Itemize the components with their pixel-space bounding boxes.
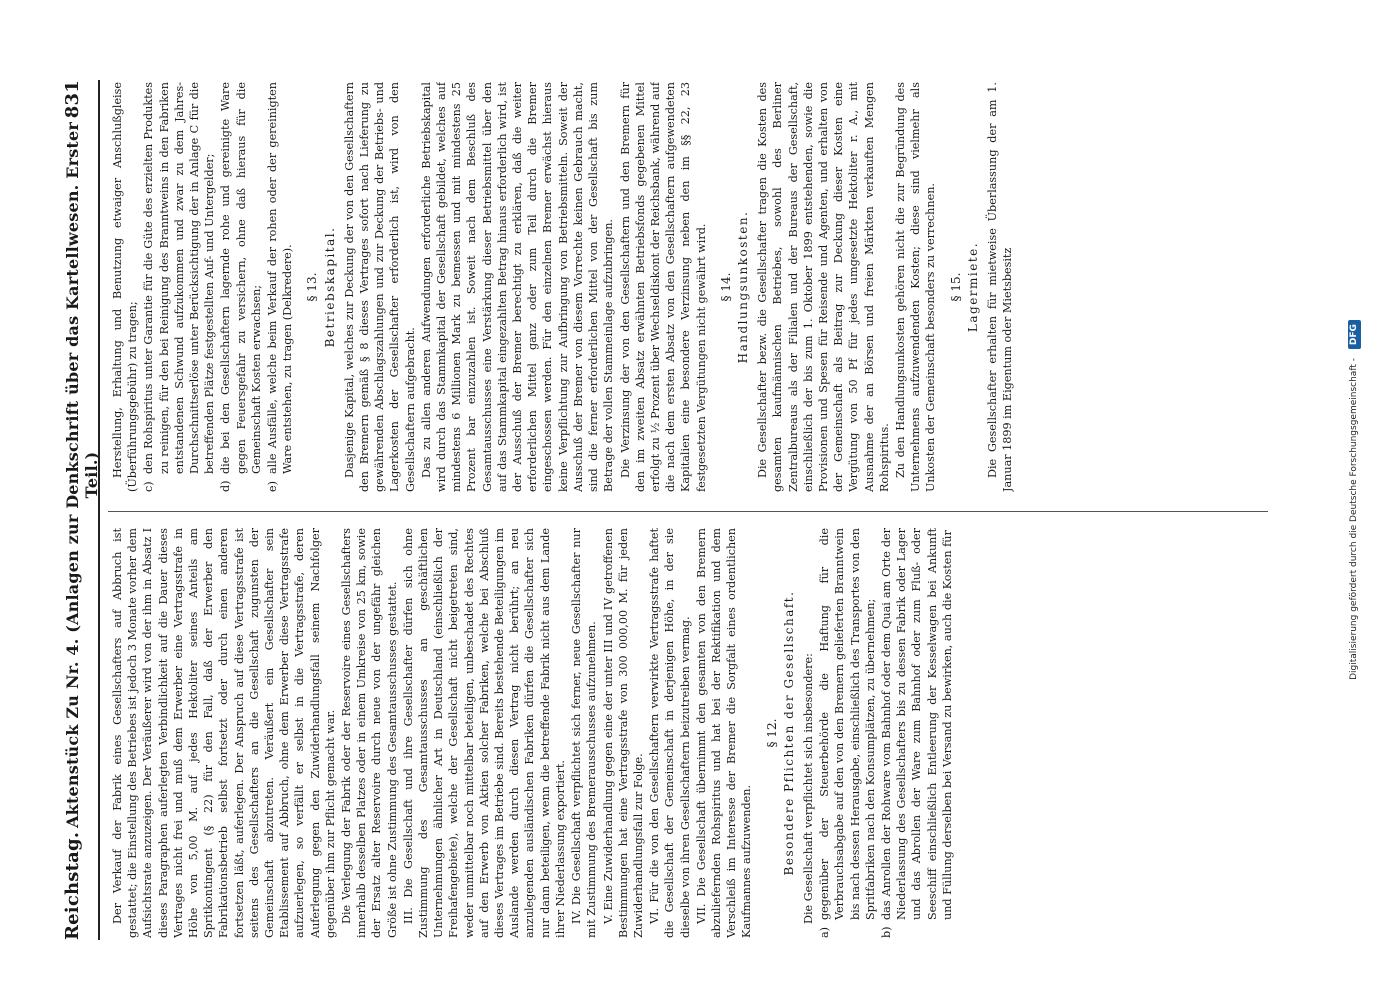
paragraph: Die Gesellschafter erhalten für mietweise Überlassung der am 1. Januar 1899 im Eigentum oder Mietsbesitz xyxy=(985,82,1015,492)
column-divider xyxy=(108,511,1268,512)
page-number: 831 xyxy=(62,80,83,119)
list-item-text: die bei den Gesellschaftern lagernde rohe und gereinigte Ware gegen Feuersgefahr zu versichern, ohne daß hieraus für die Gemeinschaft Kosten erwachsen; xyxy=(219,82,263,474)
list-marker: a) xyxy=(818,926,832,938)
text-column-left xyxy=(110,528,1260,938)
list-item xyxy=(879,528,955,938)
list-item-text: das Anrollen der Rohware vom Bahnhof oder dem Quai am Orte der Niederlassung des Gesellschafters bis zu dessen Fabrik oder Lager und das Abrollen der Ware zum Bahnhof oder zum Fluß- oder Seeschiff einschließlich Entleerung der Kesselwagen bei Ankunft und Füllung derselben bei Versand zu bewirken, auch die Kosten für xyxy=(879,528,954,920)
paragraph: Der Verkauf der Fabrik eines Gesellschafters auf Abbruch ist gestattet; die Einstellung des Betriebes ist jedoch 3 Monate vorher dem Aufsichtsrate anzuzeigen. Der Veräußerer wird von der ihm in Absatz I dieses Paragraphen auferlegten Verbindlichkeit auf die Dauer dieses Vertrages nicht frei und muß dem Erwerber eine Vertragsstrafe in Höhe von 5,00 M. auf jedes Hektoliter seines Anteils am Spritkontingent (§ 22) für den Fall, daß der Erwerber den Fabrikationsbetrieb selbst fortsetzt oder durch einen anderen fortsetzen läßt, auferlegen. Der Anspruch auf diese Vertragsstrafe ist seitens des Gesellschafters an die Gesellschaft zugunsten der Gemeinschaft abzutreten. Veräußert ein Gesellschafter sein Etablissement auf Abbruch, ohne dem Erwerber diese Vertragsstrafe aufzuerlegen, so verfällt er selbst in die Vertragsstrafe, deren Auferlegung gegen den Zuwiderhandlungsfall seinem Nachfolger gegenüber ihm zur Pflicht gemacht war. xyxy=(111,528,337,938)
list-marker: d) xyxy=(219,480,233,492)
paragraph: IV. Die Gesellschaft verpflichtet sich ferner, neue Gesellschafter nur mit Zustimmung des Bremerausschusses aufzunehmen. xyxy=(570,528,599,938)
paragraph: Zu den Handlungsunkosten gehören nicht die zur Begründung des Unternehmens aufzuwendenden Kosten; diese sind vielmehr als Unkosten der Gemeinschaft besonders zu verrechnen. xyxy=(893,82,938,492)
header-rule xyxy=(98,80,100,940)
section-number: § 13. xyxy=(305,272,320,302)
list-marker: b) xyxy=(879,926,893,938)
section-title: Handlungsunkosten. xyxy=(735,210,750,364)
paragraph: Die Verzinsung der von den Gesellschaftern und den Bremern für den im zweiten Absatz erwähnten Betriebsfonds gegebenen Mittel erfolgt zu ½ Prozent über Wechseldiskont der Reichsbank, während auf die nach dem ersten Absatz von den Gesellschaftern aufgewendeten Kapitalien eine besondere Verzinsung neben den im §§ 22, 23 festgesetzten Vergütungen nicht gewährt wird. xyxy=(618,82,708,492)
section-title: Besondere Pflichten der Gesellschaft. xyxy=(781,590,796,876)
digitization-credit xyxy=(1346,40,1362,960)
list-marker: e) xyxy=(266,481,280,492)
text-column-right xyxy=(110,82,1260,492)
section-title: Lagermiete. xyxy=(965,241,980,333)
paragraph: III. Die Gesellschaft und ihre Gesellschafter dürfen sich ohne Zustimmung des Gesamtausschusses an geschäftlichen Unternehmungen ähnlicher Art in Deutschland (einschließlich der Freihafengebiete), welche der Gesellschaft nicht beigetreten sind, weder unmittelbar noch mittelbar beteiligen, unbeschadet des Rechtes auf den Erwerb von Aktien solcher Fabriken, welche bei Abschluß dieses Vertrages im Betriebe sind. Bereits bestehende Beteiligungen im Auslande werden durch diesen Vertrag nicht berührt; an neu anzulegenden ausländischen Fabriken dürfen die Gesellschafter sich nur dann beteiligen, wenn die betreffende Fabrik nicht aus dem Lande ihrer Niederlassung exportiert. xyxy=(401,528,567,938)
paragraph: Dasjenige Kapital, welches zur Deckung der von den Gesellschaftern den Bremern gemäß § 8 dieses Vertrages sofort nach Lieferung zu gewährenden Abschlagszahlungen und zur Deckung der Betriebs- und Lagerkosten der Gesellschafter erforderlich ist, wird von den Gesellschaftern aufgebracht. xyxy=(342,82,417,492)
header-left: Reichstag. xyxy=(62,831,83,940)
list-item-text: den Rohspiritus unter Garantie für die Güte des erzielten Produktes zu reinigen, für den bei Reinigung des Branntweins in den Fabriken entstandenen Schwund aufzukommen und zwar zu dem Jahres-Durchschnittserlöse unter Berücksichtigung der in Anlage C für die betreffenden Plätze festgestellten Auf- und Untergelder; xyxy=(142,82,217,474)
list-item-text: alle Ausfälle, welche beim Verkauf der rohen oder der gereinigten Ware entstehen, zu tragen (Delkredere). xyxy=(266,82,295,474)
list-item xyxy=(218,82,264,492)
list-item xyxy=(817,528,878,938)
paragraph: Die Verlegung der Fabrik oder der Reservoire eines Gesellschafters innerhalb desselben Platzes oder in einem Umkreise von 25 km, sowie der Ersatz alter Reservoire durch neue von der ungefähr gleichen Größe ist ohne Zustimmung des Gesamtausschusses gestattet. xyxy=(340,528,399,938)
paragraph: V. Eine Zuwiderhandlung gegen eine der unter III und IV getroffenen Bestimmungen hat eine Vertragsstrafe von 300 000,00 M. für jeden Zuwiderhandlungsfall zur Folge. xyxy=(601,528,645,938)
credit-text: Digitalisierung gefördert durch die Deutsche Forschungsgemeinschaft - xyxy=(1349,358,1359,680)
paragraph: Die Gesellschafter bezw. die Gesellschafter tragen die Kosten des gesamten kaufmännischen Betriebes, sowohl des Berliner Zentralbureaus als der Filialen und der Bureaus der Gesellschaft, einschließlich der bis zum 1. Oktober 1899 entstehenden, sowie die Provisionen und Spesen für Reisende und Agenten, und erhalten von der Gemeinschaft als Beitrag zur Deckung dieser Kosten eine Vergütung von 50 Pf für jedes umgesetzte Hektoliter r. A., mit Ausnahme der an Börsen und freien Märkten verkauften Mengen Rohspiritus. xyxy=(756,82,891,492)
section-number: § 14. xyxy=(718,272,733,302)
section-number: § 12. xyxy=(764,718,779,748)
paragraph: VII. Die Gesellschaft übernimmt den gesamten von den Bremern abzuliefernden Rohspiritus und hat bei der Rektifikation und dem Verschleiß im Interesse der Bremer die Sorgfalt eines ordentlichen Kaufmannes aufzuwenden. xyxy=(694,528,754,938)
page-header xyxy=(62,80,101,940)
list-item xyxy=(141,82,217,492)
paragraph: Die Gesellschaft verpflichtet sich insbesondere: xyxy=(801,653,815,924)
list-item-text: gegenüber der Steuerbehörde die Haftung für die Verbrauchsabgabe auf den von den Bremern gelieferten Branntwein bis nach dessen Herausgabe, einschließlich des Transportes von den Spritfabriken nach den Konsumplätzen, zu übernehmen; xyxy=(818,528,877,920)
list-marker: c) xyxy=(142,481,156,492)
dfg-logo: DFG xyxy=(1348,320,1361,349)
section-title: Betriebskapital. xyxy=(322,226,337,348)
section-number: § 15. xyxy=(948,272,963,302)
paragraph: Herstellung, Erhaltung und Benutzung etwaiger Anschlußgleise (Überführungsgebühr) zu tragen; xyxy=(111,82,140,492)
list-item xyxy=(265,82,295,492)
header-title: Aktenstück Zu Nr. 4. (Anlagen zur Denkschrift über das Kartellwesen. Erster Teil.) xyxy=(63,121,101,828)
paragraph: VI. Für die von den Gesellschaftern verwirkte Vertragsstrafe haftet die Gesellschaft der Gemeinschaft in derjenigen Höhe, in der sie dieselbe von ihren Gesellschaftern beizutreiben vermag. xyxy=(648,528,692,938)
paragraph: Das zu allen anderen Aufwendungen erforderliche Betriebskapital wird durch das Stammkapital der Gesellschaft gebildet, welches auf mindestens 6 Millionen Mark zu bemessen und mit mindestens 25 Prozent bar einzuzahlen ist. Soweit nach dem Beschluß des Gesamtausschusses eine Verstärkung dieser Betriebsmittel über den auf das Stammkapital eingezahlten Betrag hinaus erforderlich wird, ist der Ausschuß der Bremer berechtigt zu erklären, daß die weiter erforderlichen Mittel ganz oder zum Teil durch die Bremer eingeschossen werden. Für den einzelnen Bremer erwächst hieraus keine Verpflichtung zur Aufbringung von Betriebsmitteln. Soweit der Ausschuß der Bremer von diesem Vorrechte keinen Gebrauch macht, sind die ferner erforderlichen Mittel von der Gesellschaft bis zum Betrage der vollen Stammeinlage aufzubringen. xyxy=(419,82,616,492)
